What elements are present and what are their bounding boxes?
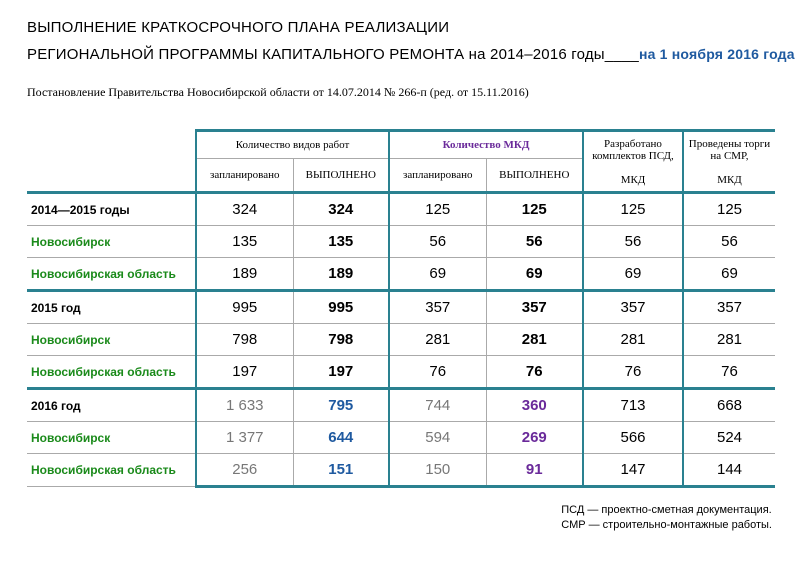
value-cell: 76 xyxy=(683,356,775,389)
value-cell: 91 xyxy=(486,454,583,487)
row-label: Новосибирск xyxy=(27,324,196,356)
row-label: Новосибирск xyxy=(27,226,196,258)
report-date: на 1 ноября 2016 года xyxy=(638,46,795,62)
value-cell: 1 377 xyxy=(196,422,293,454)
value-cell: 56 xyxy=(486,226,583,258)
progress-table xyxy=(27,129,775,488)
table-row xyxy=(27,226,775,258)
value-cell: 144 xyxy=(683,454,775,487)
value-cell: 151 xyxy=(293,454,389,487)
value-cell: 76 xyxy=(583,356,683,389)
value-cell: 995 xyxy=(196,291,293,324)
header-works: Количество видов работ xyxy=(196,131,389,159)
value-cell: 147 xyxy=(583,454,683,487)
value-cell: 324 xyxy=(196,193,293,226)
corner-cell xyxy=(27,131,196,193)
value-cell: 798 xyxy=(293,324,389,356)
value-cell: 566 xyxy=(583,422,683,454)
header-mkd-planned: запланировано xyxy=(389,159,486,193)
value-cell: 357 xyxy=(389,291,486,324)
table-row xyxy=(27,258,775,291)
value-cell: 644 xyxy=(293,422,389,454)
value-cell: 69 xyxy=(486,258,583,291)
subtitle: Постановление Правительства Новосибирской области от 14.07.2014 № 266-п (ред. от 15.11.2016) xyxy=(27,85,529,99)
footnotes xyxy=(561,503,772,533)
value-cell: 197 xyxy=(196,356,293,389)
value-cell: 197 xyxy=(293,356,389,389)
value-cell: 56 xyxy=(389,226,486,258)
value-cell: 281 xyxy=(389,324,486,356)
value-cell: 56 xyxy=(683,226,775,258)
row-label: Новосибирская область xyxy=(27,356,196,389)
header-mkd-done: ВЫПОЛНЕНО xyxy=(486,159,583,193)
value-cell: 324 xyxy=(293,193,389,226)
footnote-psd: ПСД — проектно-сметная документация. xyxy=(561,504,772,516)
value-cell: 135 xyxy=(196,226,293,258)
table-row xyxy=(27,422,775,454)
value-cell: 269 xyxy=(486,422,583,454)
value-cell: 125 xyxy=(389,193,486,226)
title-line-1: ВЫПОЛНЕНИЕ КРАТКОСРОЧНОГО ПЛАНА РЕАЛИЗАЦИИ xyxy=(27,19,450,36)
row-label: Новосибирск xyxy=(27,422,196,454)
header-psd-unit: МКД xyxy=(620,173,646,186)
table-row xyxy=(27,324,775,356)
value-cell: 995 xyxy=(293,291,389,324)
header-smr-text: Проведены торги на СМР, xyxy=(688,137,771,162)
value-cell: 69 xyxy=(583,258,683,291)
table-row xyxy=(27,356,775,389)
value-cell: 594 xyxy=(389,422,486,454)
header-works-planned: запланировано xyxy=(196,159,293,193)
value-cell: 76 xyxy=(486,356,583,389)
value-cell: 357 xyxy=(683,291,775,324)
header-mkd: Количество МКД xyxy=(389,131,583,159)
value-cell: 1 633 xyxy=(196,389,293,422)
value-cell: 69 xyxy=(683,258,775,291)
value-cell: 135 xyxy=(293,226,389,258)
value-cell: 150 xyxy=(389,454,486,487)
header-smr-unit: МКД xyxy=(717,173,742,186)
value-cell: 189 xyxy=(293,258,389,291)
table-row xyxy=(27,389,775,422)
header-works-done: ВЫПОЛНЕНО xyxy=(293,159,389,193)
header-psd-text: Разработано комплектов ПСД, xyxy=(592,137,674,162)
value-cell: 357 xyxy=(583,291,683,324)
value-cell: 798 xyxy=(196,324,293,356)
row-label: 2014—2015 годы xyxy=(27,193,196,226)
value-cell: 125 xyxy=(486,193,583,226)
value-cell: 713 xyxy=(583,389,683,422)
value-cell: 360 xyxy=(486,389,583,422)
title-text: РЕГИОНАЛЬНОЙ ПРОГРАММЫ КАПИТАЛЬНОГО РЕМОНТА на 2014–2016 годы____ xyxy=(27,46,639,63)
table-row xyxy=(27,454,775,487)
header-psd xyxy=(583,131,683,193)
value-cell: 281 xyxy=(683,324,775,356)
value-cell: 125 xyxy=(583,193,683,226)
value-cell: 256 xyxy=(196,454,293,487)
value-cell: 56 xyxy=(583,226,683,258)
value-cell: 668 xyxy=(683,389,775,422)
header-smr xyxy=(683,131,775,193)
value-cell: 76 xyxy=(389,356,486,389)
row-label: 2015 год xyxy=(27,291,196,324)
value-cell: 125 xyxy=(683,193,775,226)
table-row xyxy=(27,193,775,226)
value-cell: 189 xyxy=(196,258,293,291)
value-cell: 357 xyxy=(486,291,583,324)
row-label: Новосибирская область xyxy=(27,258,196,291)
table-row xyxy=(27,291,775,324)
row-label: 2016 год xyxy=(27,389,196,422)
value-cell: 524 xyxy=(683,422,775,454)
value-cell: 744 xyxy=(389,389,486,422)
value-cell: 795 xyxy=(293,389,389,422)
value-cell: 281 xyxy=(583,324,683,356)
footnote-smr: СМР — строительно-монтажные работы. xyxy=(561,519,772,531)
title-line-2 xyxy=(27,46,795,63)
row-label: Новосибирская область xyxy=(27,454,196,487)
value-cell: 281 xyxy=(486,324,583,356)
value-cell: 69 xyxy=(389,258,486,291)
